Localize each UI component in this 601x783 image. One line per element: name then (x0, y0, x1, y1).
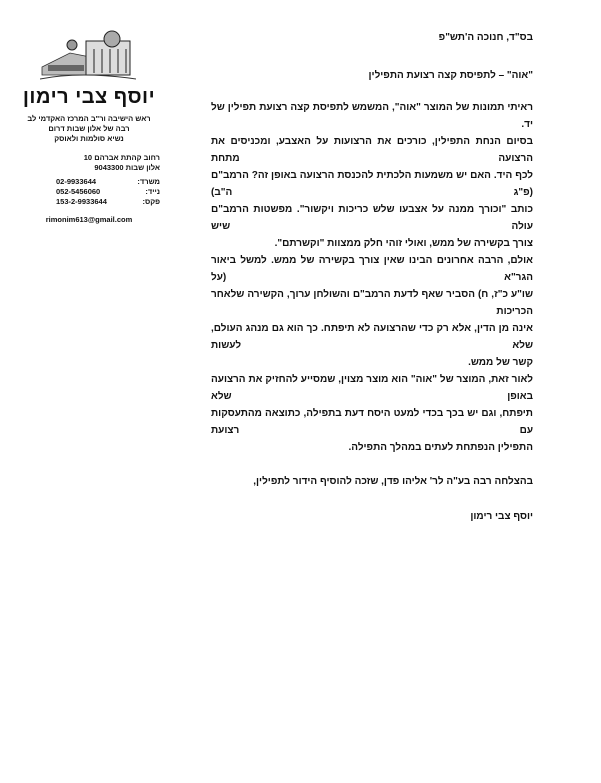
body-line: צורך בקשירה של ממש, ואולי זוהי חלק ממצוות "וקשרתם". (274, 238, 533, 249)
letter-date: בס"ד, חנוכה ה'תש"פ (438, 32, 533, 43)
letter-subject: "אוה" – לתפיסת קצה רצועת התפילין (368, 70, 533, 81)
phone-label: נייד: (145, 187, 160, 196)
fax (56, 197, 164, 207)
body-line: ראיתי תמונות של המוצר "אוה", המשמש לתפיסת קצה רצועת תפילין של יד. (211, 102, 533, 130)
sender-name: יוסף צבי רימון (22, 86, 156, 108)
sender-sidebar (14, 84, 164, 225)
body-line: שו"ע כ"ז, ח) הסביר שאף לדעת הרמב"ם והשולחן ערוך, הקשירה שלאחר הכריכות (211, 289, 533, 317)
fax-value: 153-2-9933644 (56, 197, 107, 206)
phone-mobile (56, 187, 164, 197)
phone-label: משרד: (137, 177, 160, 186)
role-line: נשיא סולמות ולאוסק (54, 134, 124, 143)
address-line: אלון שבות 9043300 (94, 163, 160, 172)
role-line: ראש הישיבה ור"ב המרכז האקדמי לב (27, 114, 151, 123)
role-line: רבה של אלון שבות דרום (48, 124, 130, 133)
body-line: כותב "וכורך ממנה על אצבעו שלש כריכות ויקשור". מפשטות הרמב"ם עולה שיש (211, 204, 533, 232)
body-line: קשר של ממש. (468, 357, 533, 368)
email-link[interactable]: rimonim613@gmail.com (45, 215, 133, 224)
fax-label: פקס: (142, 197, 160, 206)
address-line: רחוב קהתת אברהם 10 (83, 153, 160, 162)
closing-line: בהצלחה רבה בע"ה לר' אליהו פדן, שזכה להוסיף הידור לתפילין, (253, 476, 533, 487)
building-logo (40, 27, 136, 84)
body-line: תיפתח, וגם יש בכך בכדי למעט היסח דעת בתפילה, כתוצאה מהתעסקות עם רצועת (211, 408, 533, 436)
body-line: אינה מן הדין, אלא רק כדי שהרצועה לא תיפתח. כך הוא גם מנהג העולם, שלא לעשות (211, 323, 533, 351)
phone-value: 02-9933644 (56, 177, 97, 186)
phone-value: 052-5456060 (56, 187, 101, 196)
body-line: אולם, הרבה אחרונים הבינו שאין צורך בקשירה של ממש. למשל ביאור הגר"א (על (211, 255, 533, 283)
body-line: לכף היד. האם יש משמעות הלכתית להכנסת הרצועה באופן זה? הרמב"ם (פ"ג ה"ב) (211, 170, 533, 198)
body-line: לאור זאת, המוצר של "אוה" הוא מוצר מצוין, שמסייע להחזיק את הרצועה באופן שלא (211, 374, 533, 402)
phone-office (56, 177, 164, 187)
signature: יוסף צבי רימון (470, 511, 533, 522)
body-line: התפילין הנפתחת לעתים במהלך התפילה. (348, 442, 533, 453)
body-line: בסיום הנחת התפילין, כורכים את הרצועות על האצבע, ומכניסים את הרצועה מתחת (211, 136, 533, 164)
letter-body (211, 31, 533, 525)
